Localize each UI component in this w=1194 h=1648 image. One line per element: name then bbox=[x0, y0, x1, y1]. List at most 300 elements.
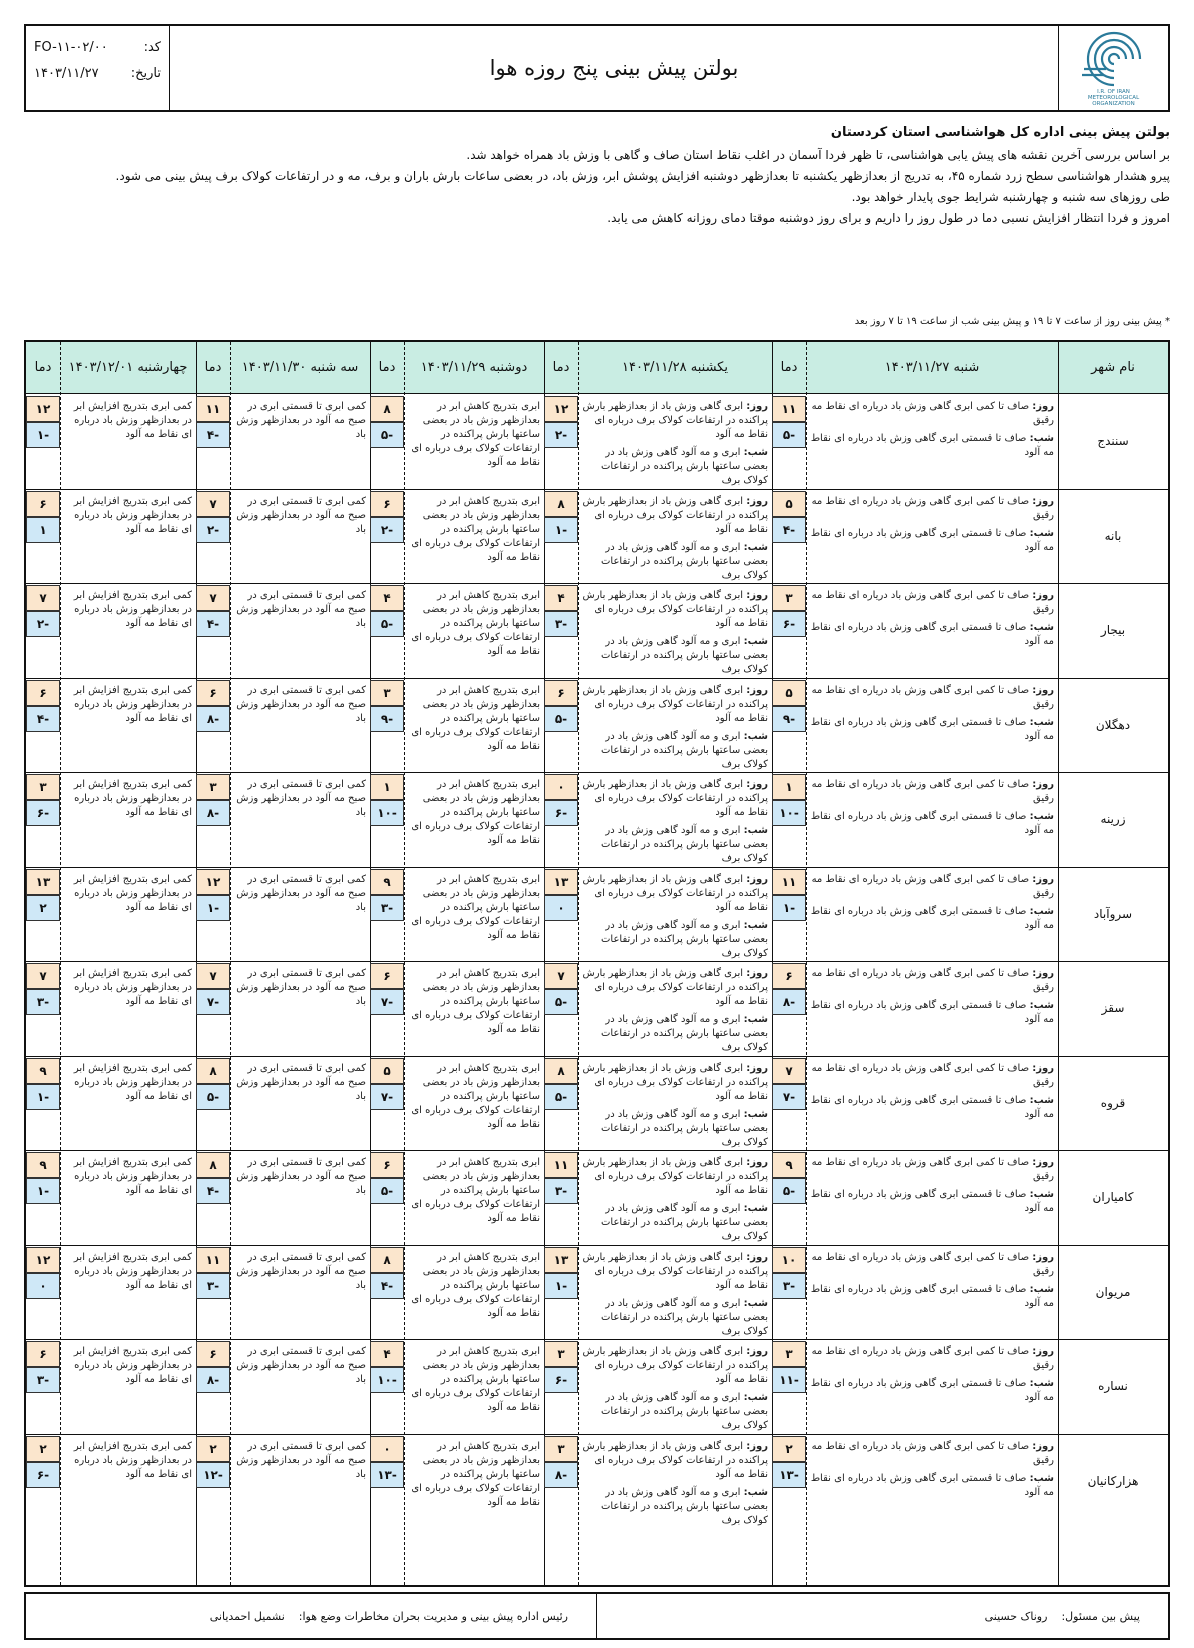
day-label: روز: bbox=[1032, 401, 1054, 412]
night-forecast bbox=[582, 1297, 768, 1338]
max-temp: ۱۲ bbox=[26, 396, 60, 422]
night-forecast-text: صاف تا قسمتی ابری گاهی وزش باد درباره ای نقاط مه آلود bbox=[810, 527, 1054, 553]
night-label: شب: bbox=[743, 919, 768, 931]
min-temp: -۷ bbox=[196, 989, 230, 1015]
night-forecast-text: صاف تا قسمتی ابری گاهی وزش باد درباره ای نقاط مه آلود bbox=[810, 622, 1054, 647]
forecast-description bbox=[234, 778, 366, 865]
column-header-city: نام شهر bbox=[1058, 342, 1168, 394]
night-forecast bbox=[810, 810, 1054, 838]
night-label: شب: bbox=[743, 541, 768, 553]
day-label: روز: bbox=[746, 590, 768, 601]
forecast-description bbox=[64, 778, 192, 865]
min-temp: -۴ bbox=[772, 517, 806, 543]
min-temp: -۹ bbox=[772, 706, 806, 732]
night-forecast bbox=[810, 527, 1054, 555]
day-label: روز: bbox=[1032, 1062, 1054, 1074]
day-forecast bbox=[810, 873, 1054, 901]
bulletin-title: بولتن پیش بینی پنج روزه هوا bbox=[489, 56, 739, 80]
forecast-text: ابری بتدریج کاهش ابر در بعدازظهر وزش باد در بعضی ساعتها بارش پراکنده در ارتفاعات کولاک برف درباره ای نقاط مه آلود bbox=[411, 684, 540, 752]
day-forecast bbox=[582, 1156, 768, 1198]
min-temp: -۵ bbox=[544, 989, 578, 1015]
night-label: شب: bbox=[1029, 527, 1054, 539]
forecast-description bbox=[582, 1345, 768, 1432]
forecaster-cell bbox=[597, 1594, 1168, 1638]
max-temp: ۶ bbox=[26, 1341, 60, 1367]
column-divider bbox=[230, 342, 231, 1585]
forecast-text: کمی ابری بتدریج افزایش ابر در بعدازظهر وزش باد درباره ای نقاط مه آلود bbox=[73, 1346, 192, 1385]
forecast-description bbox=[408, 589, 540, 676]
max-temp: ۶ bbox=[772, 963, 806, 989]
forecast-description bbox=[582, 778, 768, 865]
day-forecast-text: ابری گاهی وزش باد از بعدازظهر بارش پراکنده در ارتفاعات کولاک برف درباره ای نقاط مه آلود bbox=[582, 968, 768, 1007]
night-label: شب: bbox=[743, 1203, 768, 1214]
day-label: روز: bbox=[1032, 1251, 1054, 1263]
min-temp: -۵ bbox=[772, 1178, 806, 1204]
forecast-text: کمی ابری تا قسمتی ابری در صبح مه آلود در بعدازظهر وزش باد bbox=[236, 1440, 366, 1480]
day-label: روز: bbox=[746, 1251, 768, 1263]
min-temp: -۵ bbox=[370, 422, 404, 448]
day-forecast bbox=[810, 1440, 1054, 1468]
day-forecast bbox=[582, 778, 768, 820]
day-label: روز: bbox=[746, 495, 768, 507]
max-temp: ۳ bbox=[544, 1436, 578, 1462]
night-forecast-text: ابری و مه آلود گاهی وزش باد در بعضی ساعتها بارش پراکنده در ارتفاعات کولاک برف bbox=[601, 919, 768, 959]
night-forecast-text: ابری و مه آلود گاهی وزش باد در بعضی ساعتها بارش پراکنده در ارتفاعات کولاک برف bbox=[601, 1486, 768, 1526]
night-forecast bbox=[810, 905, 1054, 933]
day-forecast-text: ابری گاهی وزش باد از بعدازظهر بارش پراکنده در ارتفاعات کولاک برف درباره ای نقاط مه آلود bbox=[582, 684, 768, 724]
day-forecast bbox=[810, 400, 1054, 428]
forecast-description bbox=[810, 1251, 1054, 1338]
forecast-description bbox=[64, 1440, 192, 1527]
forecast-description bbox=[810, 778, 1054, 865]
max-temp: ۳ bbox=[772, 1341, 806, 1367]
max-temp: ۴ bbox=[370, 585, 404, 611]
forecast-description bbox=[408, 495, 540, 582]
forecast-table bbox=[24, 340, 1170, 1587]
day-forecast-text: ابری گاهی وزش باد از بعدازظهر بارش پراکنده در ارتفاعات کولاک برف درباره ای نقاط مه آلود bbox=[582, 1346, 768, 1385]
night-label: شب: bbox=[1029, 1094, 1054, 1106]
column-divider bbox=[578, 342, 579, 1585]
column-divider bbox=[60, 342, 61, 1585]
day-forecast-text: صاف تا کمی ابری گاهی وزش باد دریاره ای نقاط مه رقیق bbox=[811, 1346, 1054, 1371]
day-label: روز: bbox=[746, 684, 768, 696]
forecast-text: کمی ابری بتدریج افزایش ابر در بعدازظهر وزش باد درباره ای نقاط مه آلود bbox=[73, 873, 192, 913]
night-forecast-text: صاف تا قسمتی ابری گاهی وزش باد درباره ای نقاط مه آلود bbox=[810, 1094, 1054, 1120]
forecast-text: ابری بتدریج کاهش ابر در بعدازظهر وزش باد در بعضی ساعتها بارش پراکنده در ارتفاعات کولاک برف درباره ای نقاط مه آلود bbox=[411, 779, 540, 846]
forecast-description bbox=[582, 684, 768, 771]
column-header-day-5: چهارشنبه ۱۴۰۳/۱۲/۰۱ bbox=[60, 342, 196, 394]
forecast-description bbox=[64, 684, 192, 771]
max-temp: ۰ bbox=[370, 1436, 404, 1462]
night-label: شب: bbox=[743, 730, 768, 742]
column-header-temp-1: دما bbox=[772, 342, 806, 394]
night-forecast bbox=[582, 730, 768, 771]
night-label: شب: bbox=[1029, 811, 1054, 822]
forecast-text: کمی ابری بتدریج افزایش ابر در بعدازظهر وزش باد درباره ای نقاط مه آلود bbox=[73, 1157, 192, 1196]
forecast-text: ابری بتدریج کاهش ابر در بعدازظهر وزش باد در بعضی ساعتها بارش پراکنده در ارتفاعات کولاک برف درباره ای نقاط مه آلود bbox=[411, 1346, 540, 1413]
forecast-description bbox=[234, 1345, 366, 1432]
max-temp: ۲ bbox=[772, 1436, 806, 1462]
max-temp: ۳ bbox=[26, 774, 60, 800]
max-temp: ۷ bbox=[26, 585, 60, 611]
min-temp: -۳ bbox=[26, 1367, 60, 1393]
max-temp: ۱۱ bbox=[196, 396, 230, 422]
day-forecast-text: صاف تا کمی ابری گاهی وزش باد دریاره ای نقاط مه رقیق bbox=[811, 401, 1054, 426]
min-temp: -۶ bbox=[26, 1462, 60, 1488]
day-forecast-text: صاف تا کمی ابری گاهی وزش باد دریاره ای نقاط مه رقیق bbox=[811, 1440, 1054, 1466]
min-temp: -۳ bbox=[544, 1178, 578, 1204]
night-label: شب: bbox=[1029, 1283, 1054, 1295]
max-temp: ۲ bbox=[26, 1436, 60, 1462]
night-forecast bbox=[810, 1283, 1054, 1311]
day-forecast-text: ابری گاهی وزش باد از بعدازظهر بارش پراکنده در ارتفاعات کولاک برف درباره ای نقاط مه آلود bbox=[582, 1440, 768, 1480]
day-forecast-text: صاف تا کمی ابری گاهی وزش باد دریاره ای نقاط مه رقیق bbox=[811, 1251, 1054, 1277]
day-forecast bbox=[582, 495, 768, 537]
night-forecast-text: صاف تا قسمتی ابری گاهی وزش باد درباره ای نقاط مه آلود bbox=[810, 1378, 1054, 1403]
night-label: شب: bbox=[1029, 1378, 1054, 1389]
min-temp: ۰ bbox=[544, 895, 578, 921]
night-forecast-text: ابری و مه آلود گاهی وزش باد در بعضی ساعتها بارش پراکنده در ارتفاعات کولاک برف bbox=[601, 825, 768, 864]
day-forecast bbox=[582, 684, 768, 726]
night-forecast-text: صاف تا قسمتی ابری گاهی وزش باد درباره ای نقاط مه آلود bbox=[810, 1189, 1054, 1214]
night-forecast-text: صاف تا قسمتی ابری گاهی وزش باد درباره ای نقاط مه آلود bbox=[810, 716, 1054, 742]
forecast-description bbox=[408, 1062, 540, 1149]
forecast-description bbox=[408, 873, 540, 960]
forecast-text: کمی ابری تا قسمتی ابری در صبح مه آلود در بعدازظهر وزش باد bbox=[236, 1251, 366, 1291]
min-temp: -۳ bbox=[772, 1273, 806, 1299]
min-temp: -۸ bbox=[544, 1462, 578, 1488]
night-label: شب: bbox=[1029, 433, 1054, 444]
min-temp: -۷ bbox=[370, 989, 404, 1015]
chief-cell bbox=[26, 1594, 597, 1638]
min-temp: -۷ bbox=[772, 1084, 806, 1110]
min-temp: -۱ bbox=[26, 422, 60, 448]
day-forecast-text: صاف تا کمی ابری گاهی وزش باد دریاره ای نقاط مه رقیق bbox=[811, 873, 1054, 899]
forecast-text: کمی ابری تا قسمتی ابری در صبح مه آلود در بعدازظهر وزش باد bbox=[236, 401, 366, 440]
night-forecast bbox=[810, 716, 1054, 744]
day-forecast bbox=[582, 967, 768, 1009]
night-forecast bbox=[582, 635, 768, 676]
day-label: روز: bbox=[1032, 968, 1054, 979]
forecast-description bbox=[234, 1156, 366, 1243]
day-forecast bbox=[810, 967, 1054, 995]
night-label: شب: bbox=[743, 825, 768, 836]
max-temp: ۳ bbox=[196, 774, 230, 800]
day-label: روز: bbox=[1032, 495, 1054, 507]
forecast-description bbox=[810, 967, 1054, 1054]
day-label: روز: bbox=[1032, 1346, 1054, 1357]
forecast-description bbox=[408, 1251, 540, 1338]
city-name: کامیاران bbox=[1092, 1190, 1134, 1205]
forecast-description bbox=[582, 495, 768, 582]
forecast-text: ابری بتدریج کاهش ابر در بعدازظهر وزش باد در بعضی ساعتها بارش پراکنده در ارتفاعات کولاک برف درباره ای نقاط مه آلود bbox=[411, 968, 540, 1035]
forecast-description bbox=[64, 1156, 192, 1243]
day-forecast-text: صاف تا کمی ابری گاهی وزش باد دریاره ای نقاط مه رقیق bbox=[811, 495, 1054, 521]
forecast-text: کمی ابری تا قسمتی ابری در صبح مه آلود در بعدازظهر وزش باد bbox=[236, 1062, 366, 1102]
day-forecast bbox=[582, 400, 768, 442]
day-forecast-text: ابری گاهی وزش باد از بعدازظهر بارش پراکنده در ارتفاعات کولاک برف درباره ای نقاط مه آلود bbox=[582, 590, 768, 629]
max-temp: ۳ bbox=[772, 585, 806, 611]
night-forecast bbox=[582, 1202, 768, 1243]
forecast-description bbox=[582, 400, 768, 487]
day-forecast bbox=[810, 589, 1054, 617]
forecast-footnote: * پیش بینی روز از ساعت ۷ تا ۱۹ و پیش بینی شب از ساعت ۱۹ تا ۷ روز بعد bbox=[854, 316, 1170, 327]
night-label: شب: bbox=[1029, 622, 1054, 633]
forecast-text: کمی ابری بتدریج افزایش ابر در بعدازظهر وزش باد درباره ای نقاط مه آلود bbox=[73, 495, 192, 535]
night-forecast-text: ابری و مه آلود گاهی وزش باد در بعضی ساعتها بارش پراکنده در ارتفاعات کولاک برف bbox=[601, 1014, 768, 1053]
max-temp: ۹ bbox=[26, 1058, 60, 1084]
day-forecast-text: ابری گاهی وزش باد از بعدازظهر بارش پراکنده در ارتفاعات کولاک برف درباره ای نقاط مه آلود bbox=[582, 1157, 768, 1196]
forecast-description bbox=[234, 967, 366, 1054]
row-divider bbox=[26, 867, 1168, 868]
day-forecast bbox=[810, 1345, 1054, 1373]
forecast-description bbox=[810, 1062, 1054, 1149]
max-temp: ۱ bbox=[772, 774, 806, 800]
forecast-text: کمی ابری تا قسمتی ابری در صبح مه آلود در بعدازظهر وزش باد bbox=[236, 684, 366, 724]
forecast-text: ابری بتدریج کاهش ابر در بعدازظهر وزش باد در بعضی ساعتها بارش پراکنده در ارتفاعات کولاک برف درباره ای نقاط مه آلود bbox=[411, 1251, 540, 1319]
row-divider bbox=[26, 772, 1168, 773]
min-temp: -۳ bbox=[26, 989, 60, 1015]
forecast-text: کمی ابری بتدریج افزایش ابر در بعدازظهر وزش باد درباره ای نقاط مه آلود bbox=[73, 968, 192, 1007]
night-label: شب: bbox=[1029, 1000, 1054, 1011]
night-forecast-text: ابری و مه آلود گاهی وزش باد در بعضی ساعتها بارش پراکنده در ارتفاعات کولاک برف bbox=[601, 636, 768, 675]
max-temp: ۶ bbox=[196, 1341, 230, 1367]
min-temp: -۴ bbox=[196, 611, 230, 637]
night-forecast bbox=[582, 446, 768, 487]
max-temp: ۱۱ bbox=[772, 869, 806, 895]
min-temp: -۱ bbox=[772, 895, 806, 921]
column-header-day-4: سه شنبه ۱۴۰۳/۱۱/۳۰ bbox=[230, 342, 370, 394]
column-header-day-1: شنبه ۱۴۰۳/۱۱/۲۷ bbox=[806, 342, 1058, 394]
night-forecast bbox=[810, 1094, 1054, 1122]
forecast-text: کمی ابری بتدریج افزایش ابر در بعدازظهر وزش باد درباره ای نقاط مه آلود bbox=[73, 1251, 192, 1291]
row-divider bbox=[26, 961, 1168, 962]
forecast-description bbox=[582, 873, 768, 960]
row-divider bbox=[26, 583, 1168, 584]
night-forecast bbox=[810, 999, 1054, 1027]
forecast-description bbox=[64, 1062, 192, 1149]
night-forecast bbox=[810, 1188, 1054, 1216]
day-forecast bbox=[582, 589, 768, 631]
city-name: سقز bbox=[1101, 1001, 1125, 1016]
column-divider bbox=[806, 342, 807, 1585]
min-temp: -۵ bbox=[772, 422, 806, 448]
forecast-text: ابری بتدریج کاهش ابر در بعدازظهر وزش باد در بعضی ساعتها بارش پراکنده در ارتفاعات کولاک برف درباره ای نقاط مه آلود bbox=[411, 401, 540, 468]
forecaster-label: پیش بین مسئول: bbox=[1061, 1609, 1140, 1623]
min-temp: -۵ bbox=[370, 611, 404, 637]
max-temp: ۸ bbox=[544, 1058, 578, 1084]
forecast-description bbox=[234, 589, 366, 676]
row-divider bbox=[26, 1150, 1168, 1151]
day-forecast-text: ابری گاهی وزش باد از بعدازظهر بارش پراکنده در ارتفاعات کولاک برف درباره ای نقاط مه آلود bbox=[582, 779, 768, 818]
forecast-text: کمی ابری تا قسمتی ابری در صبح مه آلود در بعدازظهر وزش باد bbox=[236, 873, 366, 913]
forecast-text: ابری بتدریج کاهش ابر در بعدازظهر وزش باد در بعضی ساعتها بارش پراکنده در ارتفاعات کولاک برف درباره ای نقاط مه آلود bbox=[411, 873, 540, 941]
min-temp: -۳ bbox=[370, 895, 404, 921]
day-forecast-text: صاف تا کمی ابری گاهی وزش باد دریاره ای نقاط مه رقیق bbox=[811, 1062, 1054, 1088]
min-temp: -۱۲ bbox=[196, 1462, 230, 1488]
forecast-description bbox=[582, 1251, 768, 1338]
night-label: شب: bbox=[743, 447, 768, 458]
forecast-description bbox=[64, 873, 192, 960]
forecast-summary bbox=[24, 122, 1170, 229]
min-temp: -۶ bbox=[544, 1367, 578, 1393]
max-temp: ۶ bbox=[544, 680, 578, 706]
document-code-block bbox=[26, 26, 170, 110]
night-forecast bbox=[810, 621, 1054, 649]
forecast-text: ابری بتدریج کاهش ابر در بعدازظهر وزش باد در بعضی ساعتها بارش پراکنده در ارتفاعات کولاک برف درباره ای نقاط مه آلود bbox=[411, 1157, 540, 1224]
forecast-description bbox=[64, 495, 192, 582]
min-temp: -۲ bbox=[196, 517, 230, 543]
min-temp: -۸ bbox=[196, 1367, 230, 1393]
city-name: قروه bbox=[1100, 1095, 1126, 1110]
night-forecast-text: صاف تا قسمتی ابری گاهی وزش باد درباره ای نقاط مه آلود bbox=[810, 1283, 1054, 1309]
row-divider bbox=[26, 1056, 1168, 1057]
max-temp: ۵ bbox=[772, 680, 806, 706]
forecast-text: کمی ابری بتدریج افزایش ابر در بعدازظهر وزش باد درباره ای نقاط مه آلود bbox=[73, 779, 192, 818]
day-label: روز: bbox=[746, 968, 768, 979]
day-forecast bbox=[810, 1062, 1054, 1090]
forecast-description bbox=[234, 495, 366, 582]
min-temp: -۲ bbox=[544, 422, 578, 448]
max-temp: ۸ bbox=[370, 1247, 404, 1273]
max-temp: ۸ bbox=[544, 491, 578, 517]
night-label: شب: bbox=[743, 1014, 768, 1025]
max-temp: ۱۳ bbox=[544, 1247, 578, 1273]
summary-paragraph-1: بر اساس بررسی آخرین نقشه های پیش یابی هواشناسی، تا ظهر فردا آسمان در اغلب نقاط استان صاف و گاهی با وزش باد همراه خواهد شد. bbox=[466, 148, 1170, 162]
night-forecast bbox=[582, 1391, 768, 1432]
forecast-description bbox=[408, 1440, 540, 1527]
forecast-description bbox=[64, 1251, 192, 1338]
forecast-text: کمی ابری بتدریج افزایش ابر در بعدازظهر وزش باد درباره ای نقاط مه آلود bbox=[73, 401, 192, 440]
min-temp: -۴ bbox=[26, 706, 60, 732]
min-temp: -۲ bbox=[370, 517, 404, 543]
day-label: روز: bbox=[1032, 779, 1054, 790]
day-label: روز: bbox=[1032, 684, 1054, 696]
night-forecast bbox=[810, 432, 1054, 460]
night-forecast-text: ابری و مه آلود گاهی وزش باد در بعضی ساعتها بارش پراکنده در ارتفاعات کولاک برف bbox=[601, 730, 768, 770]
forecast-description bbox=[234, 684, 366, 771]
day-forecast-text: صاف تا کمی ابری گاهی وزش باد دریاره ای نقاط مه رقیق bbox=[811, 968, 1054, 993]
day-forecast bbox=[582, 1251, 768, 1293]
max-temp: ۶ bbox=[370, 1152, 404, 1178]
day-forecast-text: ابری گاهی وزش باد از بعدازظهر بارش پراکنده در ارتفاعات کولاک برف درباره ای نقاط مه آلود bbox=[582, 495, 768, 535]
night-label: شب: bbox=[1029, 1472, 1054, 1484]
forecast-description bbox=[582, 589, 768, 676]
column-header-temp-4: دما bbox=[196, 342, 230, 394]
max-temp: ۸ bbox=[196, 1058, 230, 1084]
forecast-text: ابری بتدریج کاهش ابر در بعدازظهر وزش باد در بعضی ساعتها بارش پراکنده در ارتفاعات کولاک برف درباره ای نقاط مه آلود bbox=[411, 495, 540, 563]
code-label: کد: bbox=[143, 39, 161, 55]
forecast-text: کمی ابری تا قسمتی ابری در صبح مه آلود در بعدازظهر وزش باد bbox=[236, 779, 366, 818]
max-temp: ۲ bbox=[196, 1436, 230, 1462]
forecast-text: کمی ابری بتدریج افزایش ابر در بعدازظهر وزش باد درباره ای نقاط مه آلود bbox=[73, 684, 192, 724]
forecast-description bbox=[582, 1440, 768, 1527]
max-temp: ۷ bbox=[772, 1058, 806, 1084]
night-forecast bbox=[582, 824, 768, 865]
column-header-temp-2: دما bbox=[544, 342, 578, 394]
day-forecast-text: صاف تا کمی ابری گاهی وزش باد دریاره ای نقاط مه رقیق bbox=[811, 684, 1054, 710]
night-forecast bbox=[810, 1377, 1054, 1405]
forecast-description bbox=[234, 1062, 366, 1149]
night-label: شب: bbox=[1029, 905, 1054, 917]
min-temp: -۱۰ bbox=[370, 1367, 404, 1393]
min-temp: -۴ bbox=[196, 1178, 230, 1204]
max-temp: ۶ bbox=[196, 680, 230, 706]
forecast-description bbox=[810, 495, 1054, 582]
forecast-text: کمی ابری بتدریج افزایش ابر در بعدازظهر وزش باد درباره ای نقاط مه آلود bbox=[73, 1440, 192, 1480]
night-forecast-text: ابری و مه آلود گاهی وزش باد در بعضی ساعتها بارش پراکنده در ارتفاعات کولاک برف bbox=[601, 1203, 768, 1242]
min-temp: -۱ bbox=[26, 1178, 60, 1204]
row-divider bbox=[26, 678, 1168, 679]
min-temp: -۱۰ bbox=[370, 800, 404, 826]
min-temp: ۰ bbox=[26, 1273, 60, 1299]
min-temp: -۳ bbox=[544, 611, 578, 637]
night-forecast-text: ابری و مه آلود گاهی وزش باد در بعضی ساعتها بارش پراکنده در ارتفاعات کولاک برف bbox=[601, 1108, 768, 1148]
day-forecast-text: ابری گاهی وزش باد از بعدازظهر بارش پراکنده در ارتفاعات کولاک برف درباره ای نقاط مه آلود bbox=[582, 1251, 768, 1291]
logo-caption: I.R. OF IRAN METEOROLOGICAL ORGANIZATION bbox=[1087, 89, 1140, 107]
night-forecast-text: صاف تا قسمتی ابری گاهی وزش باد درباره ای نقاط مه آلود bbox=[810, 433, 1054, 458]
forecast-text: کمی ابری بتدریج افزایش ابر در بعدازظهر وزش باد درباره ای نقاط مه آلود bbox=[73, 590, 192, 629]
min-temp: -۶ bbox=[544, 800, 578, 826]
min-temp: -۱ bbox=[544, 1273, 578, 1299]
max-temp: ۱۱ bbox=[772, 396, 806, 422]
bulletin-header bbox=[24, 24, 1170, 112]
forecast-text: کمی ابری تا قسمتی ابری در صبح مه آلود در بعدازظهر وزش باد bbox=[236, 590, 366, 629]
day-forecast-text: ابری گاهی وزش باد از بعدازظهر بارش پراکنده در ارتفاعات کولاک برف درباره ای نقاط مه آلود bbox=[582, 401, 768, 440]
max-temp: ۱۱ bbox=[544, 1152, 578, 1178]
date-value: ۱۴۰۳/۱۱/۲۷ bbox=[34, 65, 99, 81]
night-forecast bbox=[810, 1472, 1054, 1500]
day-forecast-text: ابری گاهی وزش باد از بعدازظهر بارش پراکنده در ارتفاعات کولاک برف درباره ای نقاط مه آلود bbox=[582, 1062, 768, 1102]
min-temp: -۱ bbox=[544, 517, 578, 543]
forecast-description bbox=[64, 589, 192, 676]
night-forecast bbox=[582, 1486, 768, 1527]
min-temp: -۱۳ bbox=[772, 1462, 806, 1488]
max-temp: ۵ bbox=[370, 1058, 404, 1084]
city-name: بانه bbox=[1104, 528, 1122, 543]
night-label: شب: bbox=[743, 1108, 768, 1120]
forecast-description bbox=[64, 967, 192, 1054]
max-temp: ۵ bbox=[772, 491, 806, 517]
day-label: روز: bbox=[746, 1346, 768, 1357]
night-label: شب: bbox=[1029, 1189, 1054, 1200]
column-header-temp-5: دما bbox=[26, 342, 60, 394]
max-temp: ۱ bbox=[370, 774, 404, 800]
day-label: روز: bbox=[1032, 1440, 1054, 1452]
forecast-text: ابری بتدریج کاهش ابر در بعدازظهر وزش باد در بعضی ساعتها بارش پراکنده در ارتفاعات کولاک برف درباره ای نقاط مه آلود bbox=[411, 590, 540, 657]
city-name: زرینه bbox=[1100, 812, 1126, 827]
min-temp: -۵ bbox=[196, 1084, 230, 1110]
max-temp: ۱۰ bbox=[772, 1247, 806, 1273]
day-forecast-text: صاف تا کمی ابری گاهی وزش باد دریاره ای نقاط مه رقیق bbox=[811, 590, 1054, 615]
night-label: شب: bbox=[743, 1297, 768, 1309]
max-temp: ۳ bbox=[544, 1341, 578, 1367]
forecast-description bbox=[234, 873, 366, 960]
min-temp: -۱۰ bbox=[772, 800, 806, 826]
night-forecast-text: ابری و مه آلود گاهی وزش باد در بعضی ساعتها بارش پراکنده در ارتفاعات کولاک برف bbox=[601, 541, 768, 581]
date-label: تاریخ: bbox=[130, 65, 161, 81]
forecast-description bbox=[810, 873, 1054, 960]
max-temp: ۷ bbox=[196, 491, 230, 517]
day-forecast-text: صاف تا کمی ابری گاهی وزش باد دریاره ای نقاط مه رقیق bbox=[811, 779, 1054, 804]
day-label: روز: bbox=[746, 1440, 768, 1452]
forecast-description bbox=[234, 1251, 366, 1338]
max-temp: ۸ bbox=[370, 396, 404, 422]
forecast-text: کمی ابری تا قسمتی ابری در صبح مه آلود در بعدازظهر وزش باد bbox=[236, 1157, 366, 1196]
forecast-description bbox=[64, 400, 192, 487]
day-forecast bbox=[810, 1251, 1054, 1279]
min-temp: -۸ bbox=[196, 800, 230, 826]
